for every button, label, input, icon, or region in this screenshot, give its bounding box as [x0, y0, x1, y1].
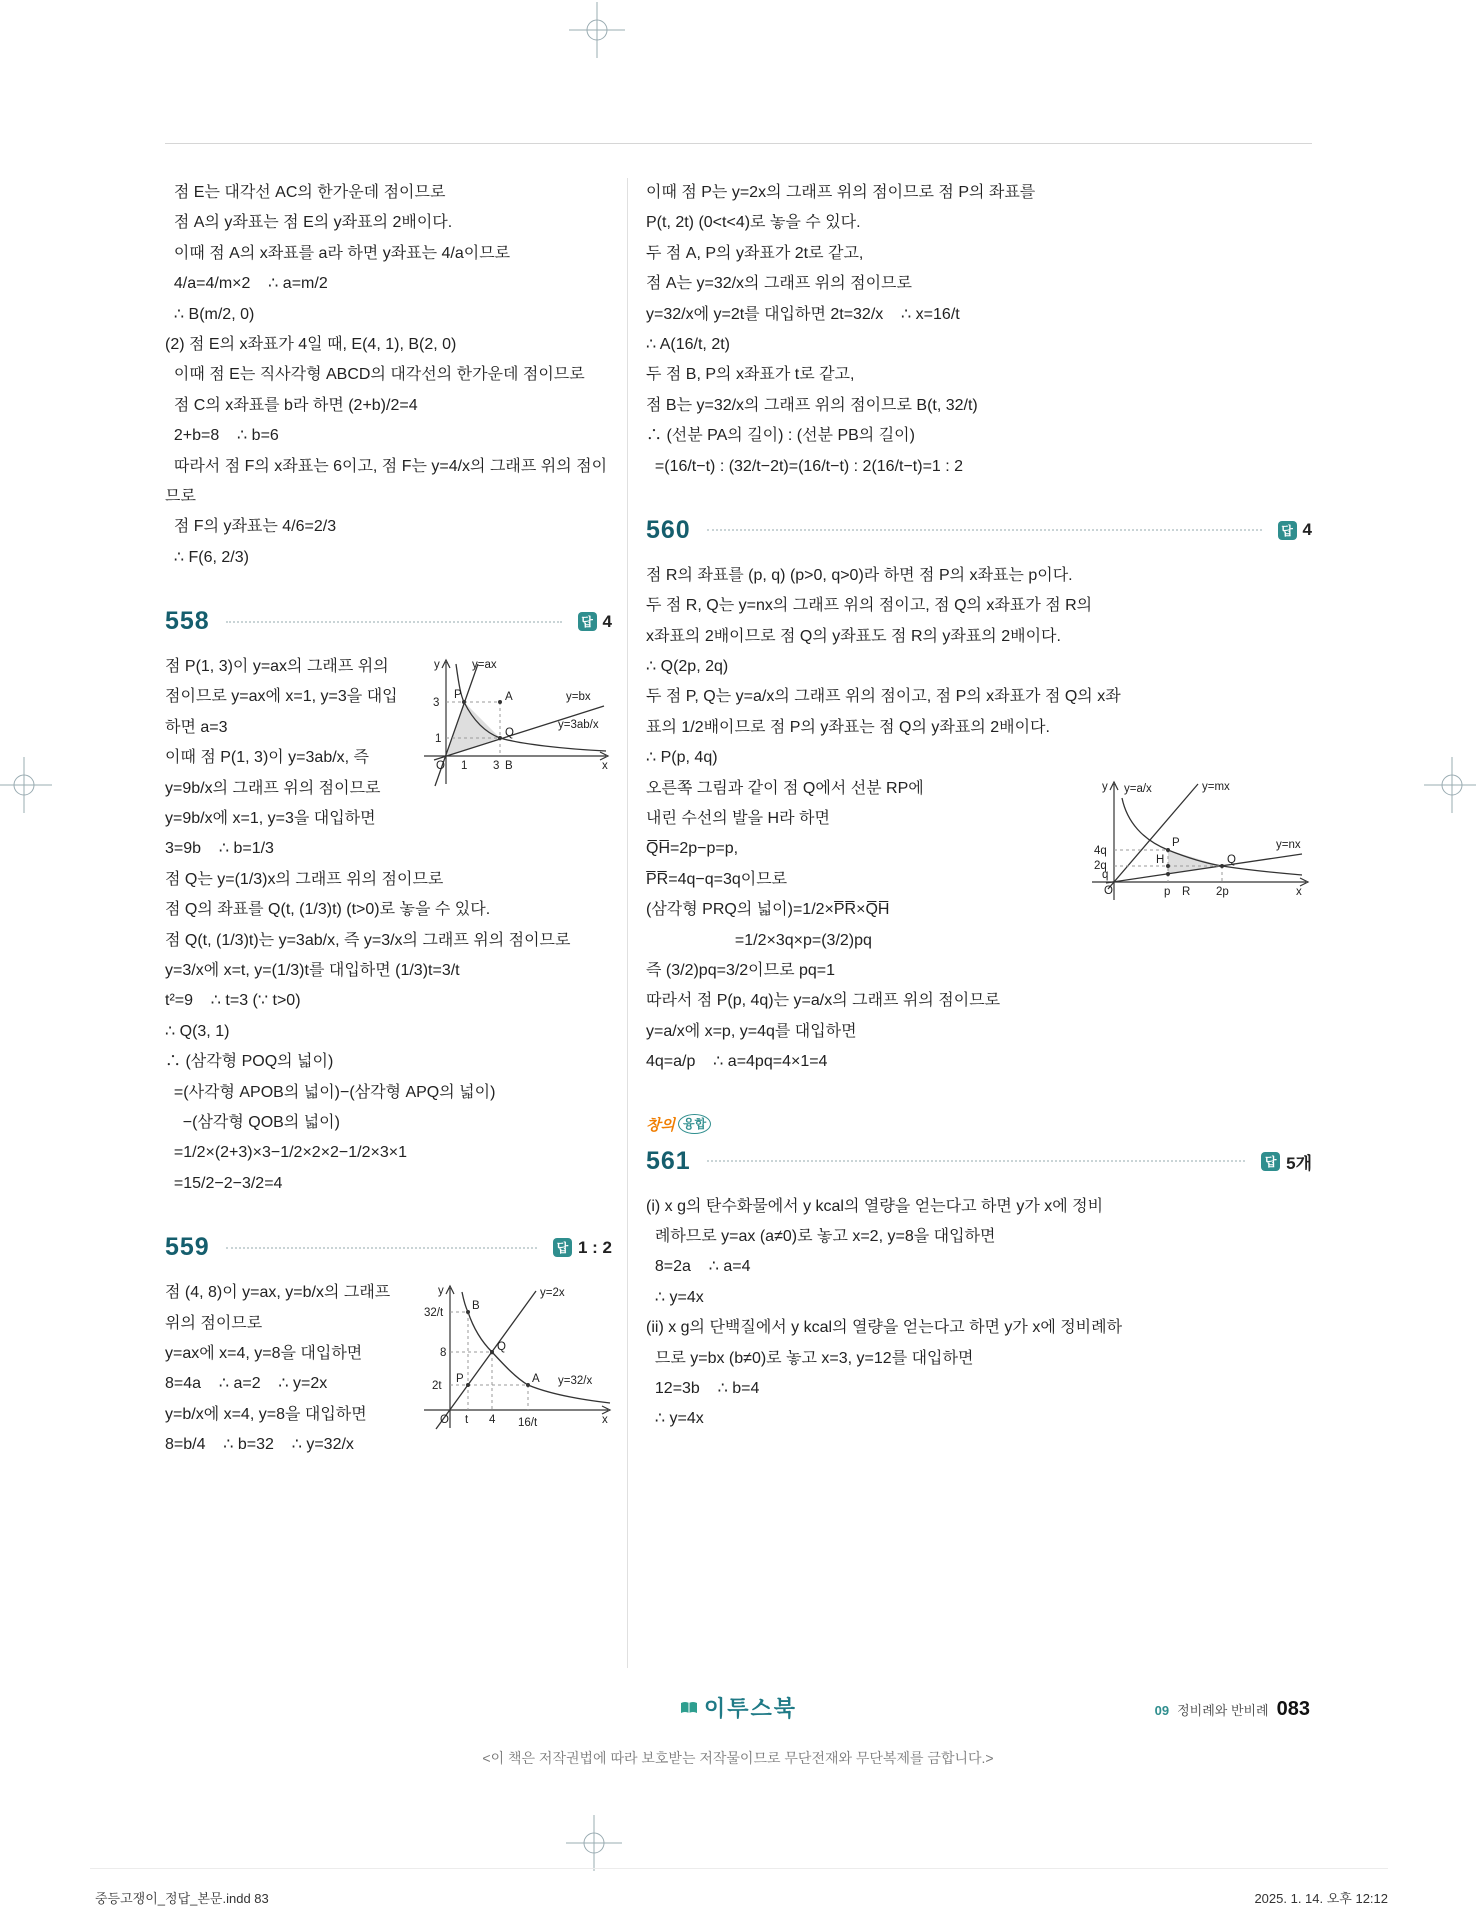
- solution-line: y=32/x에 y=2t를 대입하면 2t=32/x ∴ x=16/t: [646, 305, 960, 323]
- print-file-info: 중등고쟁이_정답_본문.indd 83: [95, 1891, 269, 1906]
- solution-lines-560a: [646, 561, 1312, 774]
- solution-line: ∴ P(p, 4q): [646, 749, 718, 767]
- point-P: [466, 1383, 470, 1387]
- dotted-leader: [226, 621, 562, 623]
- solution-line: y=ax에 x=4, y=8을 대입하면: [165, 1344, 363, 1362]
- figure-558: [416, 656, 612, 795]
- fig-label: B: [472, 1300, 480, 1313]
- solution-line: 두 점 P, Q는 y=a/x의 그래프 위의 점이고, 점 P의 x좌표가 점 Q의 x좌: [646, 688, 1121, 706]
- solution-line: (ii) x g의 단백질에서 y kcal의 열량을 얻는다고 하면 y가 x에 정비례하: [646, 1319, 1123, 1337]
- answer-icon: 답: [578, 612, 597, 631]
- fig-label: P: [454, 689, 462, 702]
- solution-line: P(t, 2t) (0<t<4)로 놓을 수 있다.: [646, 214, 861, 232]
- solution-line: 따라서 점 F의 x좌표는 6이고, 점 F는 y=4/x의 그래프 위의 점이므로: [165, 457, 608, 505]
- answer-icon: 답: [1261, 1152, 1280, 1171]
- solution-line: ∴ B(m/2, 0): [165, 305, 255, 323]
- line-y-nx: [1106, 854, 1302, 883]
- solution-line: 점 A는 y=32/x의 그래프 위의 점이므로: [646, 275, 912, 293]
- fig-label: y: [1102, 780, 1108, 793]
- solution-line: 점 B는 y=32/x의 그래프 위의 점이므로 B(t, 32/t): [646, 396, 978, 414]
- fig-label: y=3ab/x: [558, 719, 599, 732]
- fig-label: y=mx: [1202, 780, 1230, 793]
- chapter-page-indicator: [1155, 1698, 1310, 1721]
- section-561: [646, 1114, 1312, 1435]
- point-Q: [490, 1350, 494, 1354]
- solution-line: −(삼각형 QOB의 넓이): [165, 1113, 340, 1131]
- fig-label: 4q: [1094, 844, 1107, 857]
- copyright-notice: <이 책은 저작권법에 따라 보호받는 저작물이므로 무단전재와 무단복제를 금합니다.>: [482, 1750, 994, 1766]
- fig-label: 8: [440, 1347, 447, 1360]
- point-P: [462, 700, 466, 704]
- answer-value: 5개: [1286, 1153, 1312, 1173]
- fig-label: O: [1104, 884, 1113, 897]
- creative-badge-left: 창의: [646, 1116, 675, 1134]
- solution-line: 4q=a/p ∴ a=4pq=4×1=4: [646, 1053, 828, 1071]
- hyperbola-a-x: [1122, 798, 1302, 875]
- fig-label: O: [440, 1414, 449, 1427]
- solution-continuation-559: [646, 178, 1312, 482]
- dotted-leader: [226, 1247, 537, 1249]
- section-559: [165, 1233, 612, 1460]
- solution-line: 4/a=4/m×2 ∴ a=m/2: [165, 275, 328, 293]
- fig-label: P: [456, 1373, 464, 1386]
- solution-line: 점 C의 x좌표를 b라 하면 (2+b)/2=4: [165, 396, 418, 414]
- registration-mark-top: [569, 2, 625, 63]
- solution-line: y=a/x에 x=p, y=4q를 대입하면: [646, 1022, 857, 1040]
- solution-line: 두 점 B, P의 x좌표가 t로 같고,: [646, 366, 855, 384]
- solution-line: 점 Q(t, (1/3)t)는 y=3ab/x, 즉 y=3/x의 그래프 위의 점이므로: [165, 931, 571, 949]
- registration-mark-right: [1424, 757, 1476, 818]
- solution-line: 례하므로 y=ax (a≠0)로 놓고 x=2, y=8을 대입하면: [646, 1227, 996, 1245]
- fig-label: A: [505, 691, 513, 704]
- graph-560: [1080, 778, 1312, 906]
- solution-line: 점 Q는 y=(1/3)x의 그래프 위의 점이므로: [165, 870, 444, 888]
- answer-value: 4: [602, 611, 612, 631]
- fig-label: y=32/x: [558, 1375, 593, 1388]
- solution-line: 즉 (3/2)pq=3/2이므로 pq=1: [646, 961, 836, 979]
- answer-badge: [1278, 520, 1312, 540]
- section-561-body: [646, 1192, 1312, 1435]
- solution-line: =15/2−2−3/2=4: [165, 1174, 283, 1192]
- fig-label: 1: [435, 733, 442, 746]
- answer-value: 1 : 2: [577, 1237, 612, 1257]
- solution-line: (삼각형 PRQ의 넓이)=1/2×P̅R̅×Q̅H̅: [646, 901, 890, 919]
- figure-560: [1080, 778, 1312, 911]
- fig-label: y=2x: [540, 1287, 565, 1300]
- section-558-header: [165, 607, 612, 636]
- solution-line: ∴ A(16/t, 2t): [646, 335, 730, 353]
- solution-line: 8=2a ∴ a=4: [646, 1258, 751, 1276]
- solution-line: 두 점 A, P의 y좌표가 2t로 같고,: [646, 244, 864, 262]
- registration-mark-bottom: [566, 1815, 622, 1876]
- section-560-body-b: [646, 774, 1312, 1078]
- fig-label: x: [602, 760, 608, 773]
- trim-line: [90, 1868, 1388, 1869]
- fig-label: H: [1156, 853, 1165, 866]
- solution-line: 점 (4, 8)이 y=ax, y=b/x의 그래프 위의 점이므로: [165, 1284, 395, 1332]
- solution-line: ∴ F(6, 2/3): [165, 548, 249, 566]
- fig-label: Q: [497, 1341, 506, 1354]
- solution-line: 점 P(1, 3)이 y=ax의 그래프 위의 점이므로 y=ax에 x=1, y=3을 대입하면 a=3: [165, 658, 398, 736]
- answer-badge: [553, 1238, 612, 1258]
- graph-558: [416, 656, 612, 790]
- solution-line: 점 E는 대각선 AC의 한가운데 점이므로: [165, 184, 446, 201]
- book-icon: [679, 1700, 699, 1716]
- fig-label: P: [1172, 836, 1180, 849]
- solution-line: 3=9b ∴ b=1/3: [165, 840, 274, 858]
- fig-label: Q: [1227, 853, 1236, 866]
- fig-label: 3: [433, 697, 440, 710]
- fig-label: 4: [489, 1414, 496, 1427]
- creative-badge-right: 융합: [678, 1114, 711, 1134]
- fig-label: 16/t: [518, 1417, 538, 1430]
- solution-lines-561: [646, 1192, 1312, 1435]
- solution-line: x좌표의 2배이므로 점 Q의 y좌표도 점 R의 y좌표의 2배이다.: [646, 627, 1061, 645]
- section-560: [646, 516, 1312, 1078]
- section-558-body: [165, 652, 612, 1199]
- dotted-leader: [707, 529, 1262, 531]
- solution-line: 8=4a ∴ a=2 ∴ y=2x: [165, 1375, 328, 1393]
- section-559-header: [165, 1233, 612, 1262]
- solution-line: 이때 점 A의 x좌표를 a라 하면 y좌표는 4/a이므로: [165, 244, 511, 262]
- point-P: [1166, 848, 1170, 852]
- fig-label: p: [1164, 885, 1171, 898]
- problem-number: 561: [646, 1146, 691, 1175]
- chapter-number: 09: [1154, 1703, 1170, 1718]
- solution-line: (i) x g의 탄수화물에서 y kcal의 열량을 얻는다고 하면 y가 x에 정비: [646, 1197, 1104, 1215]
- fig-label: B: [505, 760, 513, 773]
- solution-line: 이때 점 E는 직사각형 ABCD의 대각선의 한가운데 점이므로: [165, 366, 585, 384]
- fig-label: O: [436, 760, 445, 773]
- fig-label: 2p: [1216, 885, 1229, 898]
- problem-number: 560: [646, 515, 691, 544]
- section-560-header: [646, 516, 1312, 545]
- solution-line: 2+b=8 ∴ b=6: [165, 427, 279, 445]
- solution-line: 점 F의 y좌표는 4/6=2/3: [165, 518, 337, 536]
- fig-label: y: [438, 1285, 444, 1298]
- publisher-logo-text: 이투스북: [703, 1696, 797, 1721]
- fig-label: x: [602, 1414, 608, 1427]
- fig-label: y=nx: [1276, 838, 1301, 851]
- solution-line: y=3/x에 x=t, y=(1/3)t를 대입하면 (1/3)t=3/t: [165, 961, 460, 979]
- solution-line: =(16/t−t) : (32/t−2t)=(16/t−t) : 2(16/t−t)=1 : 2: [646, 457, 964, 475]
- solution-line: =1/2×3q×p=(3/2)pq: [646, 931, 872, 949]
- left-column: [165, 178, 612, 1460]
- creative-fusion-badge: [646, 1114, 1312, 1135]
- fig-label: Q: [505, 727, 514, 740]
- page-number: 083: [1276, 1698, 1310, 1720]
- fig-label: A: [532, 1373, 540, 1386]
- solution-line: 두 점 R, Q는 y=nx의 그래프 위의 점이고, 점 Q의 x좌표가 점 R의: [646, 597, 1093, 615]
- solution-line: 오른쪽 그림과 같이 점 Q에서 선분 RP에: [646, 779, 924, 797]
- section-558: [165, 607, 612, 1199]
- right-column: [646, 178, 1312, 1435]
- section-560-body-a: [646, 561, 1312, 774]
- point-Q: [498, 736, 502, 740]
- fig-label: 32/t: [424, 1307, 444, 1320]
- point-H: [1166, 864, 1170, 868]
- figure-559: [412, 1282, 612, 1439]
- solution-continuation-557: [165, 178, 612, 573]
- fig-label: q: [1102, 868, 1109, 881]
- fig-label: t: [465, 1414, 469, 1427]
- point-A: [526, 1383, 530, 1387]
- solution-line: 12=3b ∴ b=4: [646, 1379, 760, 1397]
- solution-line: Q̅H̅=2p−p=p,: [646, 840, 739, 858]
- column-divider: [627, 178, 628, 1668]
- line-y-mx: [1108, 784, 1198, 889]
- fig-label: y=ax: [472, 659, 497, 672]
- fig-label: 2t: [432, 1380, 442, 1393]
- solution-line: ∴ y=4x: [646, 1410, 704, 1428]
- fig-label: x: [1296, 885, 1302, 898]
- registration-mark-left: [0, 757, 52, 818]
- solution-line: 따라서 점 P(p, 4q)는 y=a/x의 그래프 위의 점이므로: [646, 992, 1001, 1010]
- solution-line: ∴ (삼각형 POQ의 넓이): [165, 1053, 334, 1071]
- solution-line: ∴ (선분 PA의 길이) : (선분 PB의 길이): [646, 427, 915, 445]
- solution-line: y=b/x에 x=4, y=8을 대입하면: [165, 1405, 367, 1423]
- solution-line: =1/2×(2+3)×3−1/2×2×2−1/2×3×1: [165, 1144, 407, 1162]
- section-559-body: [165, 1278, 612, 1460]
- solution-line: =(사각형 APOB의 넓이)−(삼각형 APQ의 넓이): [165, 1083, 496, 1101]
- answer-icon: 답: [1278, 521, 1297, 540]
- solution-line: 점 R의 좌표를 (p, q) (p>0, q>0)라 하면 점 P의 x좌표는 p이다.: [646, 566, 1073, 584]
- section-561-header: [646, 1147, 1312, 1176]
- chapter-title: 정비례와 반비례: [1177, 1703, 1269, 1718]
- fig-label: R: [1182, 885, 1191, 898]
- solution-line: 8=b/4 ∴ b=32 ∴ y=32/x: [165, 1436, 354, 1454]
- solution-line: ∴ Q(2p, 2q): [646, 658, 729, 676]
- solution-line: P̅R̅=4q−q=3q이므로: [646, 870, 788, 888]
- header-rule: [165, 143, 1312, 144]
- solution-line: 점 A의 y좌표는 점 E의 y좌표의 2배이다.: [165, 214, 453, 232]
- solution-line: t²=9 ∴ t=3 (∵ t>0): [165, 992, 301, 1010]
- fig-label: 1: [461, 760, 468, 773]
- solution-line: y=9b/x에 x=1, y=3을 대입하면: [165, 810, 376, 828]
- point-Q: [1220, 864, 1224, 868]
- solution-line: ∴ Q(3, 1): [165, 1022, 230, 1040]
- fig-label: 3: [493, 760, 500, 773]
- publisher-logo: [679, 1692, 797, 1723]
- answer-icon: 답: [553, 1238, 572, 1257]
- print-timestamp: 2025. 1. 14. 오후 12:12: [1254, 1891, 1388, 1906]
- problem-number: 558: [165, 607, 210, 636]
- point-R: [1166, 872, 1170, 876]
- solution-line: 므로 y=bx (b≠0)로 놓고 x=3, y=12를 대입하면: [646, 1349, 974, 1367]
- dotted-leader: [707, 1160, 1245, 1162]
- answer-badge: [1261, 1149, 1312, 1174]
- solution-line: 이때 점 P(1, 3)이 y=3ab/x, 즉 y=9b/x의 그래프 위의 점이므로: [165, 749, 381, 797]
- answer-badge: [578, 612, 612, 632]
- solution-line: 내린 수선의 발을 H라 하면: [646, 810, 830, 828]
- graph-559: [412, 1282, 612, 1434]
- solution-line: ∴ y=4x: [646, 1288, 704, 1306]
- solution-line: (2) 점 E의 x좌표가 4일 때, E(4, 1), B(2, 0): [165, 335, 457, 353]
- fig-label: y: [434, 659, 440, 672]
- solution-line: 표의 1/2배이므로 점 P의 y좌표는 점 Q의 y좌표의 2배이다.: [646, 718, 1050, 736]
- solution-line: 점 Q의 좌표를 Q(t, (1/3)t) (t>0)로 놓을 수 있다.: [165, 901, 491, 919]
- fig-label: y=bx: [566, 691, 591, 704]
- point-A: [498, 700, 502, 704]
- fig-label: 2q: [1094, 859, 1107, 872]
- solution-line: 이때 점 P는 y=2x의 그래프 위의 점이므로 점 P의 좌표를: [646, 184, 1036, 201]
- point-B: [466, 1310, 470, 1314]
- problem-number: 559: [165, 1233, 210, 1262]
- answer-value: 4: [1302, 520, 1312, 540]
- fig-label: y=a/x: [1124, 782, 1152, 795]
